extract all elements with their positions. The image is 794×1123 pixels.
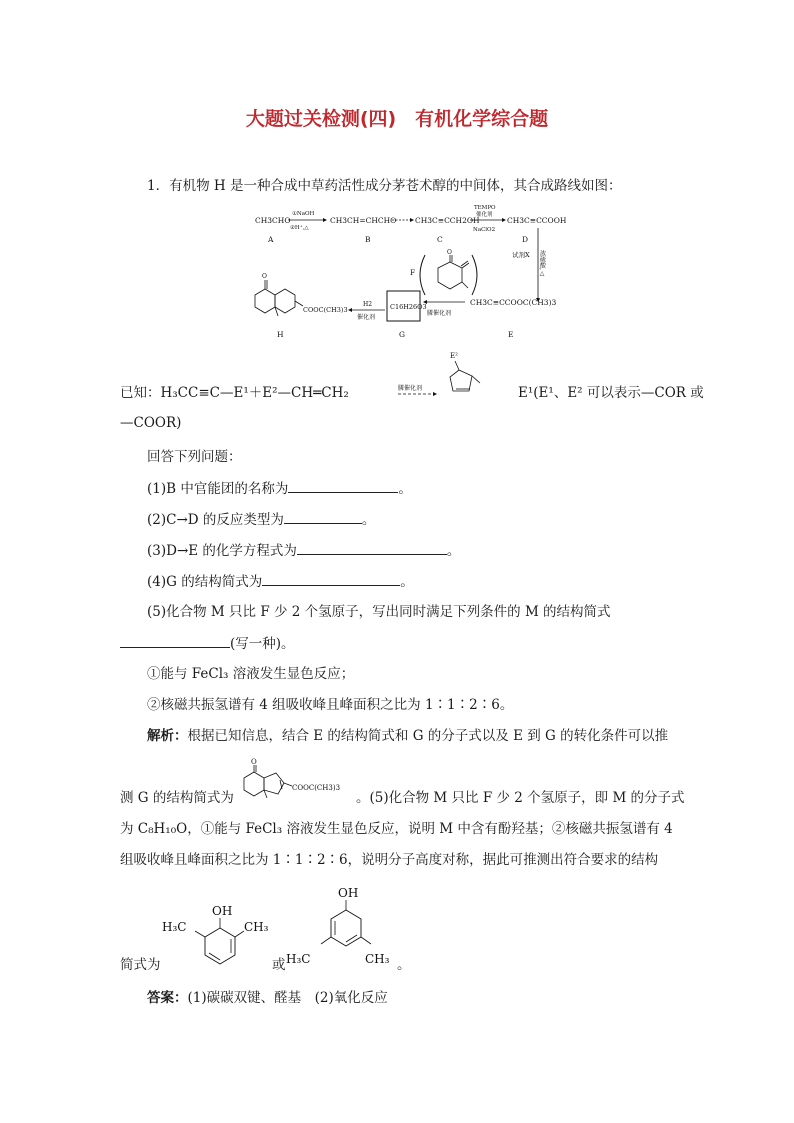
struct2-ch3: CH₃ — [365, 952, 390, 966]
known-reaction-product — [395, 348, 525, 408]
analysis-line-4: 组吸收峰且峰面积之比为 1∶1∶2∶6，说明分子高度对称，据此可推测出符合要求的结构 — [120, 852, 659, 868]
compound-B-formula: CH3CH=CHCHO — [330, 216, 397, 225]
synthesis-scheme — [240, 200, 585, 345]
analysis-or: 或 — [272, 957, 286, 973]
cond-AB-2: ②H⁺,△ — [290, 225, 309, 231]
subquestion-5-line2: (写一种)。 — [120, 633, 676, 654]
subquestion-1: (1)B 中官能团的名称为 。 — [147, 478, 677, 499]
analysis-line-1: 解析：根据已知信息，结合 E 的结构简式和 G 的分子式以及 E 到 G 的转化条件可以推 — [147, 728, 669, 744]
cond-CD-1: TEMPO — [474, 205, 496, 211]
question-intro: 1．有机物 H 是一种合成中草药活性成分茅苍术醇的中间体，其合成路线如图： — [147, 178, 622, 194]
answer-blank-1 — [288, 478, 398, 493]
compound-C-label: C — [437, 235, 443, 244]
analysis-label: 解析： — [147, 728, 188, 744]
compound-E-formula: CH3C≡CCOOC(CH3)3 — [470, 298, 557, 307]
struct2-oh: OH — [338, 886, 359, 900]
cond-GH-2: 催化剂 — [357, 314, 376, 321]
compound-B-label: B — [365, 235, 371, 244]
answer-blank-4 — [262, 571, 400, 586]
reagent-x: 试剂X — [512, 251, 530, 259]
answer-prompt: 回答下列问题： — [147, 449, 242, 465]
svg-text:O: O — [447, 249, 452, 256]
subquestion-3: (3)D→E 的化学方程式为 。 — [147, 540, 677, 561]
compound-F-label: F — [410, 268, 416, 277]
compound-G-label: G — [399, 330, 405, 339]
analysis-G-structure — [234, 758, 364, 808]
known-E2: E² — [450, 352, 458, 360]
compound-D-label: D — [522, 235, 529, 244]
known-suffix — [518, 383, 704, 403]
condition-2: ②核磁共振氢谱有 4 组吸收峰且峰面积之比为 1∶1∶2∶6。 — [147, 697, 514, 713]
compound-A-formula: CH3CHO — [255, 216, 291, 225]
compound-C-formula: CH3C≡CCH2OH — [415, 216, 480, 225]
known-suffix-text: (E¹、E² 可以表示—COR 或 — [533, 385, 704, 401]
known-E1: E¹ — [518, 385, 534, 401]
answer-blank-5 — [120, 633, 230, 648]
compound-G-formula: C16H26O3 — [390, 303, 427, 311]
known-cond: 膦催化剂 — [398, 385, 423, 392]
struct1-ch3: CH₃ — [244, 920, 269, 934]
structure-2-6-dimethylphenol — [160, 898, 275, 976]
subquestion-4: (4)G 的结构简式为 。 — [147, 571, 677, 592]
answer-text: (1)碳碳双键、醛基 (2)氧化反应 — [187, 990, 388, 1006]
answer-line — [147, 988, 677, 1008]
cond-CD-3: NaClO2 — [473, 227, 496, 233]
struct1-h3c: H₃C — [162, 920, 187, 934]
compound-E-label: E — [508, 330, 514, 339]
compound-A-label: A — [268, 235, 274, 244]
known-reactants: 已知：H₃CC≡C—E¹＋E²—CH═CH₂ — [120, 385, 349, 401]
analysis-line-2a: 测 G 的结构简式为 — [120, 790, 234, 806]
answer-blank-3 — [297, 540, 447, 555]
struct1-oh: OH — [212, 904, 233, 918]
cond-GH-1: H2 — [363, 301, 373, 308]
analysis-line-5a: 简式为 — [120, 957, 161, 973]
condition-1: ①能与 FeCl₃ 溶液发生显色反应； — [147, 666, 355, 682]
structure-3-5-dimethylphenol — [286, 880, 401, 975]
answer-label: 答案： — [147, 990, 188, 1006]
analysis-G-ester: COOC(CH3)3 — [292, 784, 341, 792]
subquestion-5: (5)化合物 M 只比 F 少 2 个氢原子，写出同时满足下列条件的 M 的结构简式 — [147, 604, 611, 620]
svg-text:O: O — [262, 273, 267, 280]
known-line2: —COOR) — [120, 415, 182, 431]
cond-AB-1: ①NaOH — [292, 211, 315, 217]
analysis-line-5b: 。 — [397, 957, 411, 973]
page-title: 大题过关检测(四) 有机化学综合题 — [245, 108, 549, 130]
struct2-h3c: H₃C — [286, 952, 311, 966]
cond-EG: 膦催化剂 — [427, 310, 452, 317]
compound-H-label: H — [277, 330, 284, 339]
svg-text:O: O — [251, 758, 257, 766]
compound-D-formula: CH3C≡CCOOH — [507, 216, 567, 225]
cond-DE: 浓硫酸,△ — [538, 250, 546, 277]
compound-H-ester: COOC(CH3)3 — [303, 306, 348, 314]
cond-CD-2: 催化剂 — [476, 212, 493, 218]
analysis-line-2b: 。(5)化合物 M 只比 F 少 2 个氢原子，即 M 的分子式 — [356, 790, 685, 806]
answer-blank-2 — [284, 509, 362, 524]
subquestion-2: (2)C→D 的反应类型为 。 — [147, 509, 677, 530]
analysis-line-3: 为 C₈H₁₀O，①能与 FeCl₃ 溶液发生显色反应，说明 M 中含有酚羟基；②核磁共振氢谱有 4 — [120, 821, 673, 837]
